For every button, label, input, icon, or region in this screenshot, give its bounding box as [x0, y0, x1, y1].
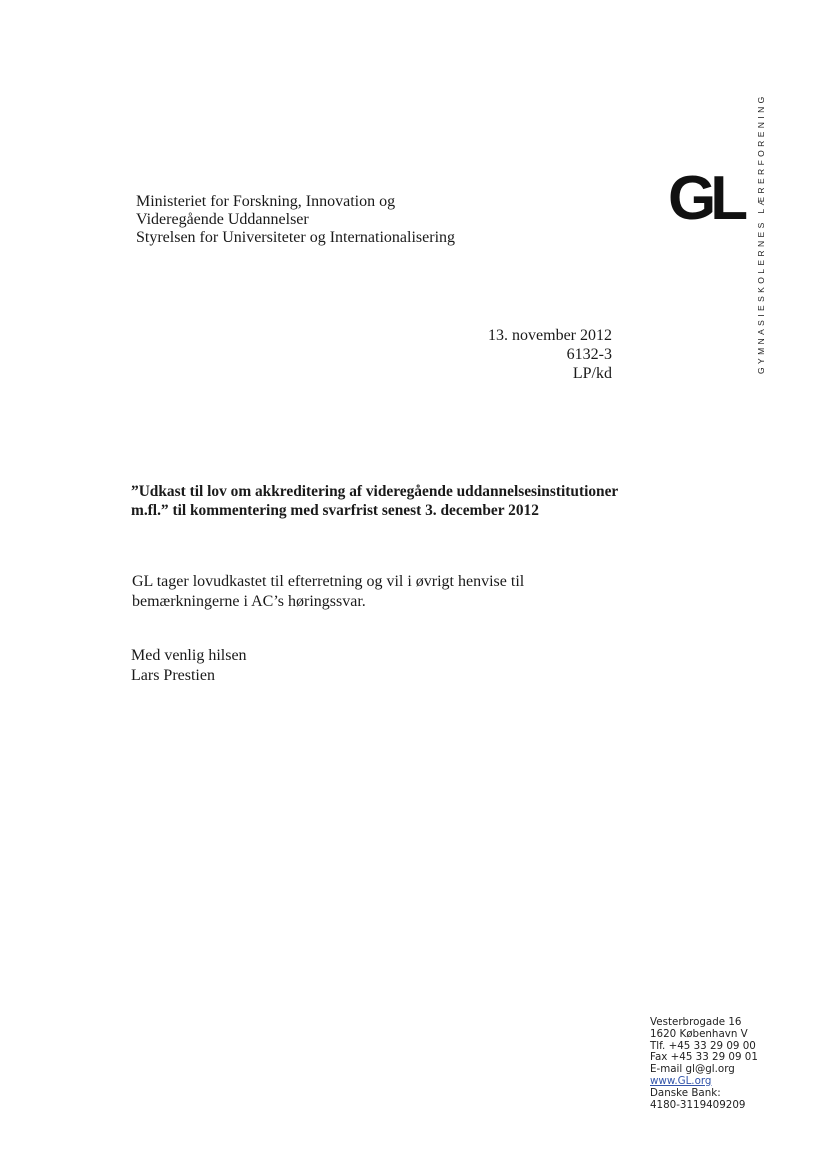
contact-fax: Fax +45 33 29 09 01: [650, 1051, 758, 1064]
contact-street: Vesterbrogade 16: [650, 1016, 742, 1028]
website-link[interactable]: www.GL.org: [650, 1074, 712, 1087]
letter-body: GL tager lovudkastet til efterretning og vil i øvrigt henvise til bemærkningerne i AC’s høringssvar.: [132, 573, 525, 610]
bank-label: Danske Bank:: [650, 1086, 721, 1099]
reference-number: 6132-3: [566, 346, 612, 363]
letter-meta: [440, 326, 612, 383]
letter-closing: [131, 646, 247, 686]
contact-block: [650, 1017, 758, 1111]
signature: Lars Prestien: [131, 667, 215, 684]
recipient-address: [136, 193, 455, 247]
bank-account: 4180-3119409209: [650, 1098, 746, 1111]
organization-name-vertical: GYMNASIESKOLERNES LÆRERFORENING: [756, 93, 766, 375]
contact-phone: Tlf. +45 33 29 09 00: [650, 1039, 756, 1052]
author-initials: LP/kd: [572, 365, 612, 382]
recipient-line: Styrelsen for Universiteter og Internationalisering: [136, 229, 456, 246]
contact-city: 1620 København V: [650, 1027, 748, 1040]
gl-logo: GL: [668, 164, 743, 233]
recipient-line: Videregående Uddannelser: [136, 211, 309, 228]
recipient-line: Ministeriet for Forskning, Innovation og: [136, 193, 396, 210]
greeting: Med venlig hilsen: [131, 647, 247, 664]
contact-email: E-mail gl@gl.org: [650, 1063, 735, 1076]
letter-subject: ”Udkast til lov om akkreditering af videregående uddannelsesinstitutioner m.fl.” til kommentering med svarfrist senest 3. december 2012: [131, 483, 618, 519]
letter-date: 13. november 2012: [488, 327, 612, 344]
